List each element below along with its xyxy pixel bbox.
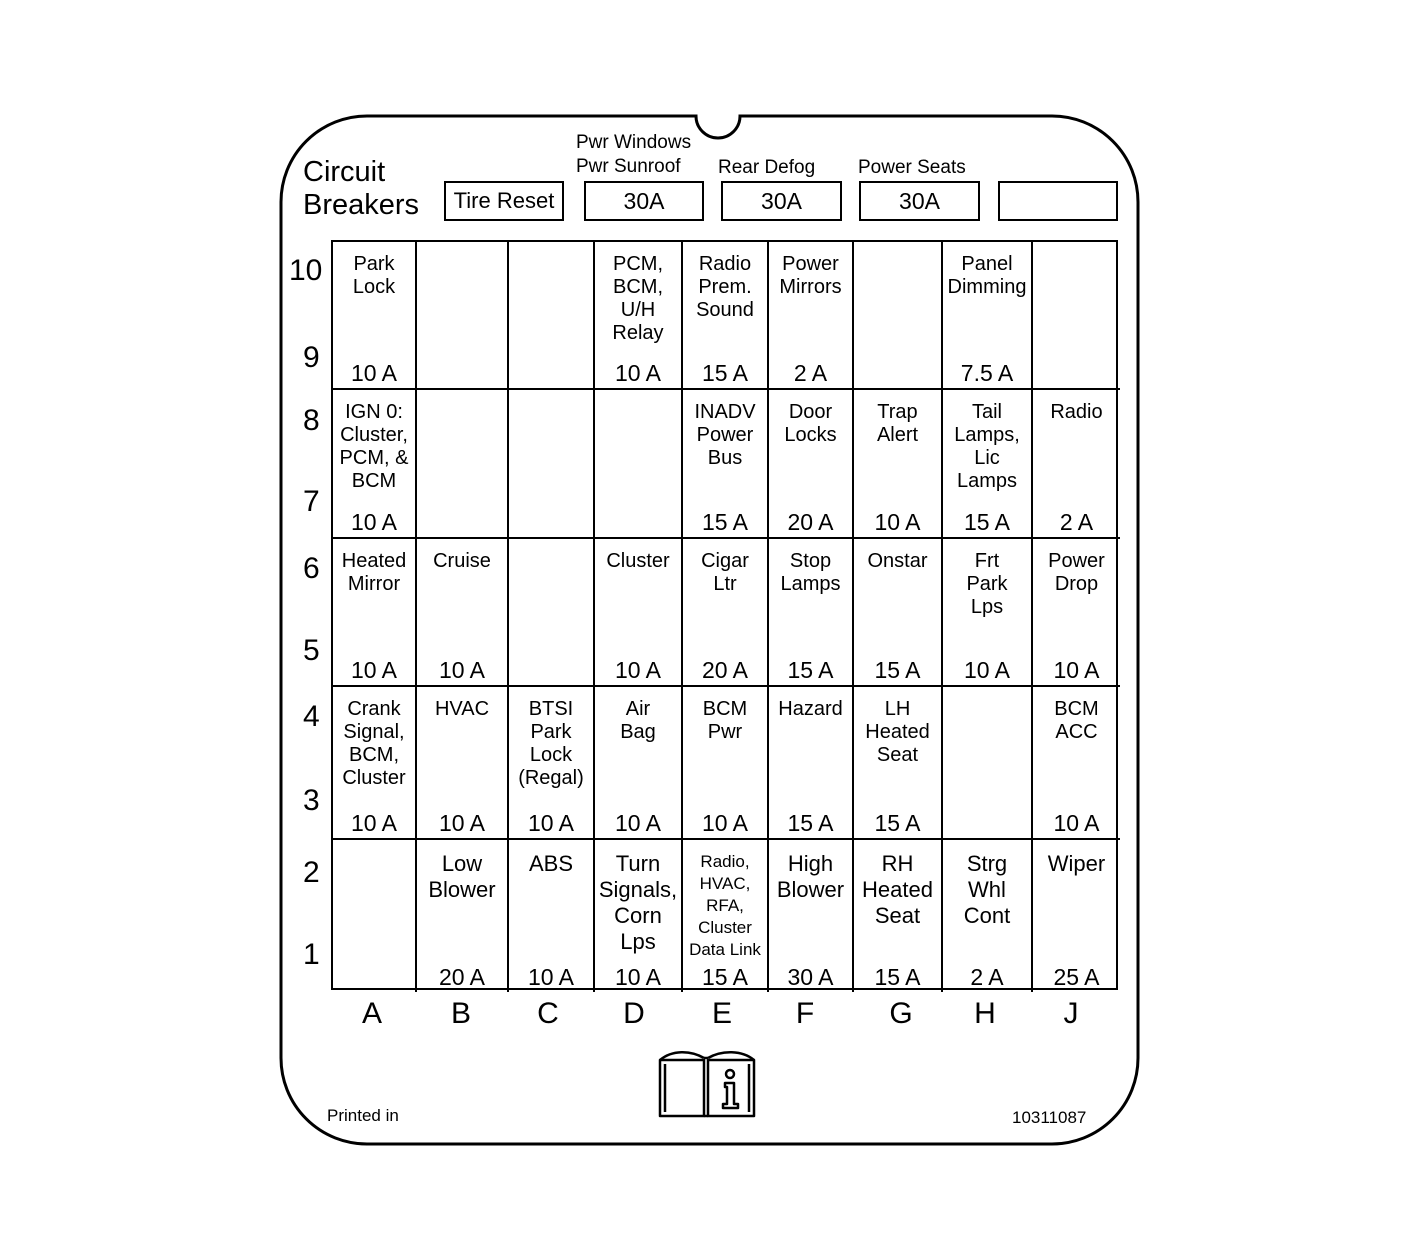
fuse-cell — [417, 390, 509, 539]
fuse-cell — [333, 840, 417, 992]
fuse-cell — [683, 539, 769, 687]
fuse-cell — [854, 539, 943, 687]
fuse-cell — [333, 539, 417, 687]
fuse-amperage: 10 A — [527, 964, 575, 990]
fuse-cell — [509, 242, 595, 390]
row-number: 5 — [303, 634, 320, 667]
column-letter: D — [623, 997, 645, 1030]
fuse-name: IGN 0: Cluster, PCM, & BCM — [339, 401, 409, 492]
fuse-name: RH Heated Seat — [862, 851, 933, 928]
fuse-cell — [769, 687, 854, 840]
row-number: 4 — [303, 700, 320, 733]
fuse-cell — [943, 687, 1033, 840]
fuse-amperage: 20 A — [438, 964, 486, 990]
fuse-name: BCM Pwr — [702, 698, 748, 743]
title-line-1: Circuit — [303, 156, 386, 188]
fuse-cell — [683, 390, 769, 539]
fuse-name: Cruise — [433, 550, 491, 572]
fuse-cell — [509, 390, 595, 539]
fuse-name: High Blower — [776, 851, 845, 902]
fuse-amperage: 10 A — [1053, 810, 1100, 836]
fuse-amperage: 10 A — [350, 657, 398, 683]
fuse-name: Tail Lamps, Lic Lamps — [954, 401, 1020, 492]
column-letter: E — [711, 997, 732, 1030]
fuse-name: Stop Lamps — [780, 550, 841, 595]
circuit-breakers-title — [303, 156, 419, 222]
fuse-name: Radio — [1050, 401, 1103, 423]
fuse-amperage: 10 A — [527, 810, 575, 836]
fuse-cell — [417, 242, 509, 390]
fuse-name: Trap Alert — [876, 401, 919, 446]
fuse-cell — [1033, 390, 1120, 539]
breaker-rear-defog: 30A — [721, 181, 842, 221]
breaker-label-pwr-windows: Pwr Windows Pwr Sunroof — [576, 132, 692, 177]
fuse-name: Cigar Ltr — [701, 550, 749, 595]
column-letter: J — [1063, 997, 1079, 1030]
fuse-amperage: 10 A — [874, 509, 921, 535]
fuse-amperage: 10 A — [350, 810, 398, 836]
fuse-amperage: 2 A — [793, 360, 828, 386]
fuse-name: BCM ACC — [1054, 698, 1099, 743]
row-number: 8 — [303, 404, 320, 437]
fuse-name: Onstar — [867, 550, 928, 572]
fuse-cell — [1033, 539, 1120, 687]
fuse-name: Cluster — [606, 550, 670, 572]
fuse-cell — [854, 840, 943, 992]
fuse-cell — [1033, 242, 1120, 390]
fuse-cell — [683, 242, 769, 390]
manual-info-icon — [656, 1046, 760, 1122]
fuse-amperage: 10 A — [614, 964, 662, 990]
fuse-name: Radio Prem. Sound — [696, 253, 754, 321]
fuse-name: Crank Signal, BCM, Cluster — [342, 698, 406, 789]
fuse-cell — [1033, 687, 1120, 840]
fuse-cell — [333, 687, 417, 840]
fuse-amperage: 10 A — [701, 810, 749, 836]
fuse-name: Power Mirrors — [779, 253, 842, 298]
fuse-cell — [595, 840, 683, 992]
fuse-amperage: 10 A — [350, 360, 398, 386]
column-letter: F — [795, 997, 815, 1030]
fuse-name: Low Blower — [428, 851, 496, 902]
fuse-amperage: 15 A — [701, 964, 749, 990]
fuse-amperage: 10 A — [438, 810, 486, 836]
fuse-cell — [769, 539, 854, 687]
fuse-amperage: 10 A — [438, 657, 486, 683]
fuse-amperage: 15 A — [787, 810, 834, 836]
fuse-cell — [509, 539, 595, 687]
fuse-amperage: 25 A — [1053, 964, 1100, 990]
fuse-name: Door Locks — [784, 401, 837, 446]
fuse-cell — [769, 840, 854, 992]
row-number: 6 — [303, 552, 320, 585]
fuse-cell — [854, 390, 943, 539]
fuse-amperage: 15 A — [874, 810, 921, 836]
fuse-amperage: 30 A — [787, 964, 834, 990]
fuse-cell — [333, 390, 417, 539]
column-letter: B — [450, 997, 471, 1030]
row-number: 10 — [289, 254, 323, 287]
fuse-name: Turn Signals, Corn Lps — [598, 851, 678, 954]
column-letter: A — [361, 997, 382, 1030]
fuse-cell — [943, 840, 1033, 992]
fuse-cell — [417, 687, 509, 840]
fuse-amperage: 15 A — [701, 360, 749, 386]
fuse-amperage: 10 A — [1053, 657, 1100, 683]
fuse-name: HVAC — [434, 698, 490, 720]
fuse-amperage: 2 A — [1059, 509, 1094, 535]
fuse-cell — [683, 687, 769, 840]
fuse-cell — [595, 539, 683, 687]
row-number: 3 — [303, 784, 320, 817]
fuse-name: Power Drop — [1048, 550, 1105, 595]
fuse-cell — [854, 687, 943, 840]
fuse-cell — [509, 687, 595, 840]
fuse-name: Heated Mirror — [341, 550, 407, 595]
fuse-cell — [595, 687, 683, 840]
breaker-label-power-seats: Power Seats — [858, 157, 966, 178]
column-letter: H — [974, 997, 996, 1030]
fuse-cell — [595, 242, 683, 390]
row-number: 2 — [303, 856, 320, 889]
fuse-cell — [333, 242, 417, 390]
fuse-amperage: 10 A — [614, 360, 662, 386]
fuse-name: Strg Whl Cont — [963, 851, 1011, 928]
row-number: 9 — [303, 341, 320, 374]
fuse-cell — [854, 242, 943, 390]
printed-in-text: Printed in — [327, 1106, 399, 1125]
fuse-cell — [943, 539, 1033, 687]
fuse-amperage: 7.5 A — [960, 360, 1014, 386]
row-number: 7 — [303, 485, 320, 518]
breaker-pwr-windows: 30A — [584, 181, 704, 221]
fuse-name: Hazard — [778, 698, 843, 720]
fuse-name: BTSI Park Lock (Regal) — [518, 698, 584, 789]
fuse-name: Park Lock — [352, 253, 396, 298]
column-letter: G — [889, 997, 913, 1030]
fuse-name: Panel Dimming — [947, 253, 1027, 298]
fuse-name: Radio, HVAC, RFA, Cluster Data Link — [689, 852, 761, 959]
fuse-amperage: 15 A — [874, 964, 921, 990]
fuse-cell — [417, 840, 509, 992]
fuse-grid — [331, 240, 1118, 990]
fuse-amperage: 10 A — [350, 509, 398, 535]
fuse-name: Air Bag — [620, 698, 656, 743]
fuse-amperage: 10 A — [614, 657, 662, 683]
fuse-name: Frt Park Lps — [966, 550, 1008, 618]
fuse-name: ABS — [528, 851, 574, 876]
fuse-cell — [1033, 840, 1120, 992]
title-line-2: Breakers — [303, 189, 420, 221]
fuse-amperage: 15 A — [874, 657, 921, 683]
part-number: 10311087 — [1012, 1108, 1087, 1127]
fuse-cell — [509, 840, 595, 992]
breaker-label-rear-defog: Rear Defog — [718, 157, 816, 178]
fuse-amperage: 15 A — [787, 657, 834, 683]
fuse-amperage: 10 A — [614, 810, 662, 836]
fuse-amperage: 2 A — [970, 964, 1004, 990]
breaker-empty — [998, 181, 1118, 221]
fuse-name: PCM, BCM, U/H Relay — [612, 253, 664, 344]
fuse-cell — [595, 390, 683, 539]
fuse-cell — [769, 242, 854, 390]
fuse-name: INADV Power Bus — [694, 401, 756, 469]
fuse-amperage: 20 A — [787, 509, 834, 535]
fuse-cell — [683, 840, 769, 992]
breaker-tire-reset: Tire Reset — [444, 181, 564, 221]
row-number: 1 — [303, 938, 320, 971]
fuse-amperage: 15 A — [701, 509, 749, 535]
fuse-cell — [417, 539, 509, 687]
fuse-cell — [943, 390, 1033, 539]
column-letter: C — [537, 997, 559, 1030]
fuse-cell — [943, 242, 1033, 390]
fuse-name: Wiper — [1047, 851, 1106, 876]
fuse-cell — [769, 390, 854, 539]
fuse-amperage: 15 A — [963, 509, 1011, 535]
fuse-amperage: 10 A — [963, 657, 1011, 683]
breaker-power-seats: 30A — [859, 181, 980, 221]
fuse-amperage: 20 A — [701, 657, 749, 683]
fuse-name: LH Heated Seat — [865, 698, 930, 766]
